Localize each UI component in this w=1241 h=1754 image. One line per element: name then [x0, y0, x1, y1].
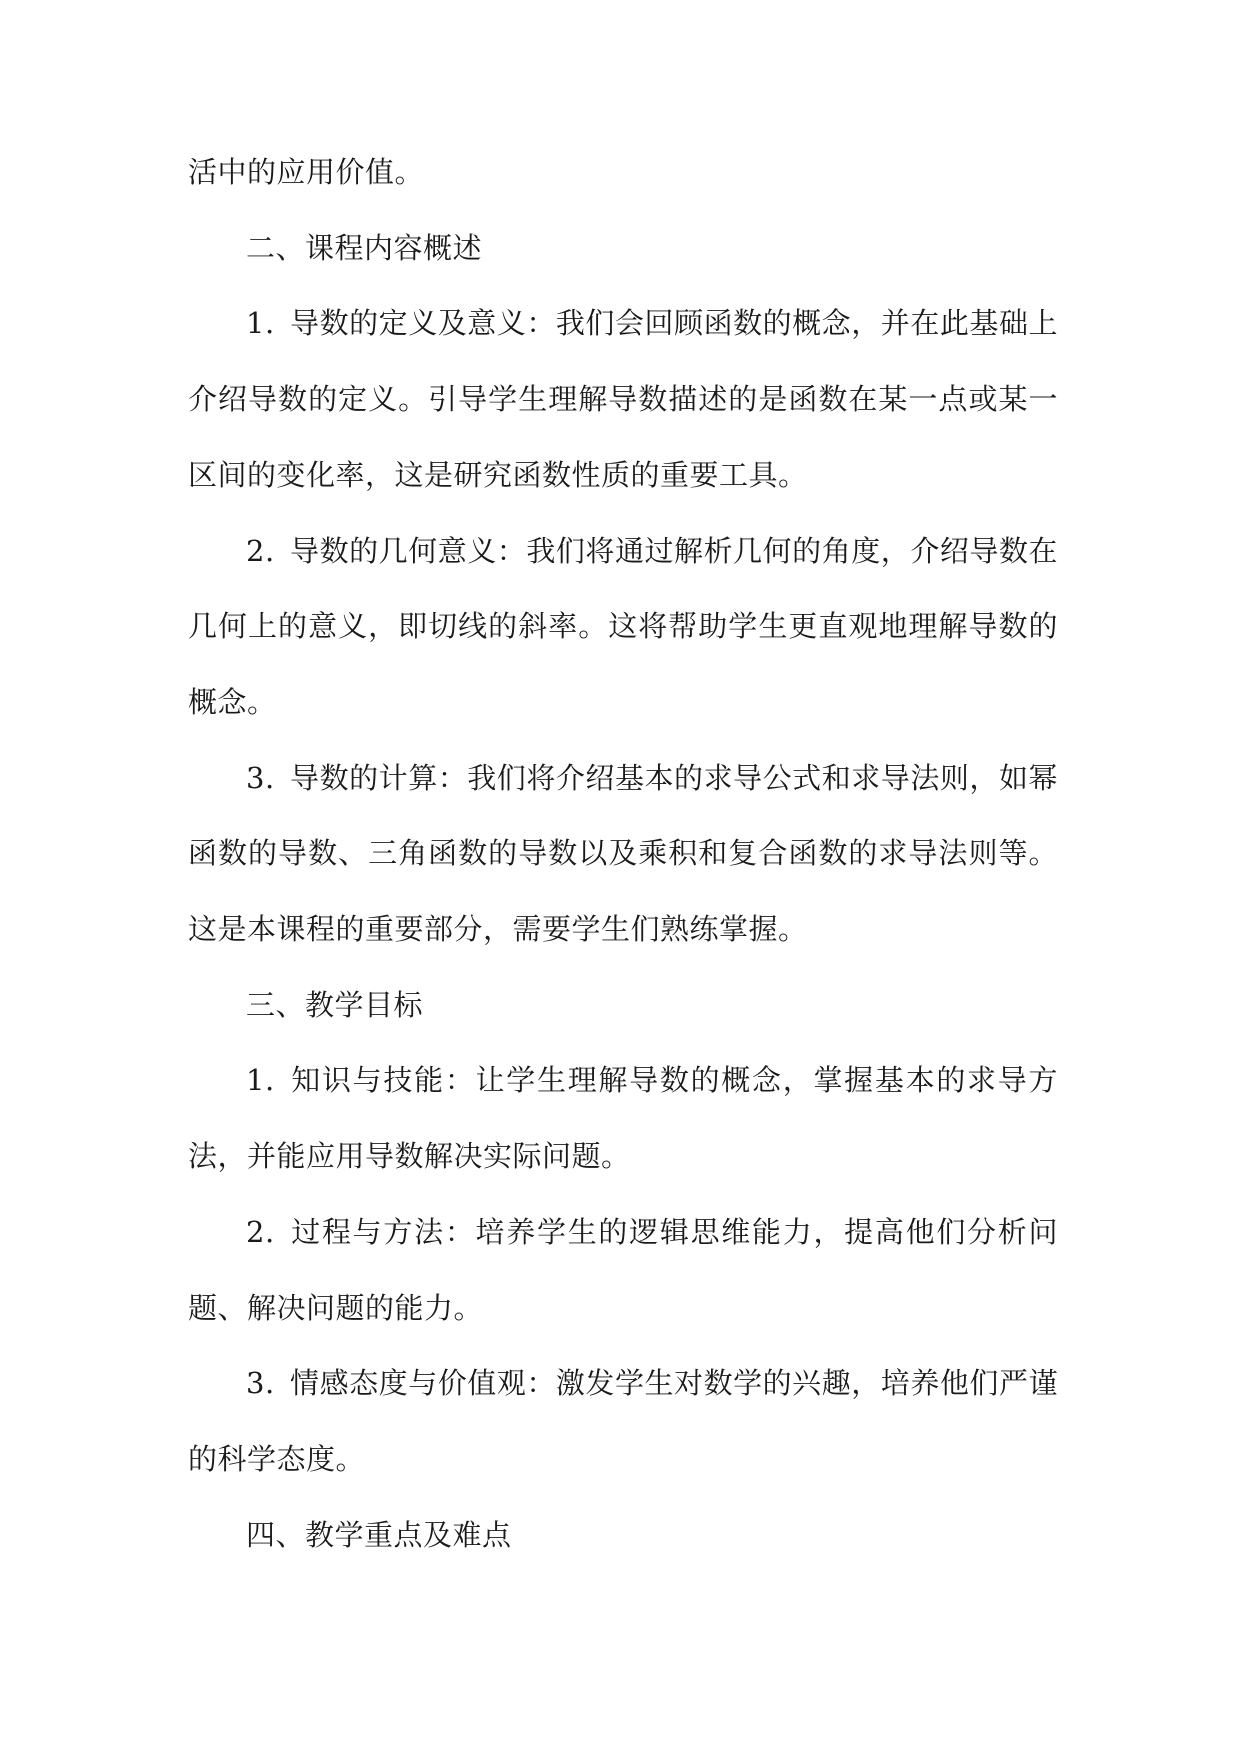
document-body: [188, 135, 1058, 1573]
list-item-derivative-calculation: [188, 741, 1058, 968]
paragraph-text: 情感态度与价值观：激发学生对数学的兴趣，培养他们严谨的科学态度。: [188, 1366, 1058, 1476]
list-number: 3.: [246, 1366, 275, 1401]
paragraph-text: 过程与方法：培养学生的逻辑思维能力，提高他们分析问题、解决问题的能力。: [188, 1214, 1058, 1325]
paragraph-text: 导数的计算：我们将介绍基本的求导公式和求导法则，如幂函数的导数、三角函数的导数以及乘积和复合函数的求导法则等。这是本课程的重要部分，需要学生们熟练掌握。: [188, 760, 1058, 947]
heading-text: 三、教学目标: [246, 987, 424, 1022]
section-heading-teaching-goals: [188, 968, 1058, 1044]
paragraph-text: 导数的几何意义：我们将通过解析几何的角度，介绍导数在几何上的意义，即切线的斜率。这将帮助学生更直观地理解导数的概念。: [188, 533, 1058, 719]
section-heading-key-difficult-points: [188, 1498, 1058, 1574]
list-number: 1.: [246, 1063, 275, 1098]
list-item-knowledge-skills: [188, 1043, 1058, 1194]
list-number: 2.: [246, 533, 275, 568]
paragraph-text: 知识与技能：让学生理解导数的概念，掌握基本的求导方法，并能应用导数解决实际问题。: [188, 1063, 1058, 1174]
list-number: 2.: [246, 1214, 275, 1249]
list-item-process-methods: [188, 1195, 1058, 1346]
list-number: 3.: [246, 760, 275, 795]
list-item-derivative-definition: [188, 286, 1058, 513]
heading-text: 二、课程内容概述: [246, 230, 483, 265]
paragraph-text: 导数的定义及意义：我们会回顾函数的概念，并在此基础上介绍导数的定义。引导学生理解导数描述的是函数在某一点或某一区间的变化率，这是研究函数性质的重要工具。: [188, 306, 1058, 492]
heading-text: 四、教学重点及难点: [246, 1517, 512, 1552]
list-item-geometric-meaning: [188, 514, 1058, 741]
list-number: 1.: [246, 306, 275, 341]
paragraph-continuation: [188, 135, 1058, 211]
section-heading-course-overview: [188, 211, 1058, 287]
paragraph-text: 活中的应用价值。: [188, 155, 425, 189]
list-item-attitude-values: [188, 1346, 1058, 1497]
